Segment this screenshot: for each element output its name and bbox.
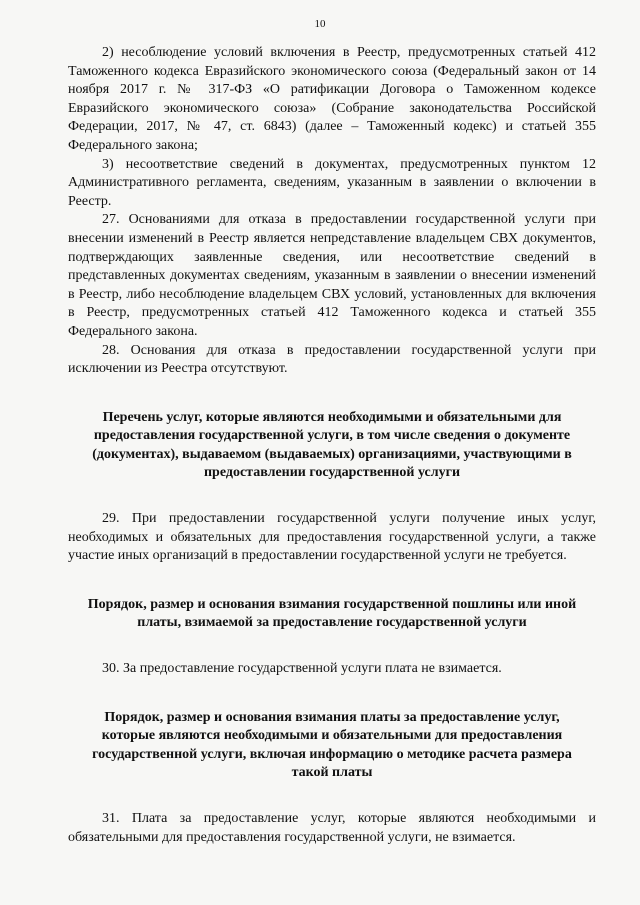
section-heading-services: Перечень услуг, которые являются необходимыми и обязательными для предоставления государственной услуги, в том числе сведения о документе (документах), выдаваемом (выдаваемых) организациями, участвующими в предоставлении государственной услуги: [92, 409, 572, 481]
paragraph-item-2: 2) несоблюдение условий включения в Реестр, предусмотренных статьей 412 Таможенного кодекса Евразийского экономического союза (Федеральный закон от 14 ноября 2017 г. № 317-ФЗ «О ратификации Договора о Таможенном кодексе Евразийского экономического союза» (Собрание законодательства Российской Федерации, 2017, № 47, ст. 6843) (далее – Таможенный кодекс) и статьей 355 Федерального закона;: [68, 45, 596, 153]
paragraph-item-3: 3) несоответствие сведений в документах, предусмотренных пунктом 12 Административного регламента, сведениям, указанным в заявлении о включении в Реестр.: [68, 156, 596, 209]
section-heading-fee-method: Порядок, размер и основания взимания платы за предоставление услуг, которые являются необходимыми и обязательными для предоставления государственной услуги, включая информацию о методике расчета размера такой платы: [92, 709, 572, 781]
page-content: [68, 44, 596, 847]
paragraph-31: 31. Плата за предоставление услуг, которые являются необходимыми и обязательными для предоставления государственной услуги, не взимается.: [68, 811, 596, 845]
paragraph-30: 30. За предоставление государственной услуги плата не взимается.: [102, 661, 502, 677]
paragraph-29: 29. При предоставлении государственной услуги получение иных услуг, необходимых и обязательных для предоставления государственной услуги, а также участие иных организаций в предоставлении государственной услуги не требуется.: [68, 511, 596, 564]
section-heading-state-fee: Порядок, размер и основания взимания государственной пошлины или иной платы, взимаемой за предоставление государственной услуги: [87, 596, 577, 631]
page-number: 10: [314, 18, 326, 30]
paragraph-28: 28. Основания для отказа в предоставлении государственной услуги при исключении из Реестра отсутствуют.: [68, 342, 596, 377]
paragraph-27: 27. Основаниями для отказа в предоставлении государственной услуги при внесении изменений в Реестр является непредставление владельцем СВХ документов, подтверждающих заявленные сведения, или несоответствие сведений в представленных документах сведениям, указанным в заявлении о внесении изменений в Реестр, либо несоблюдение владельцем СВХ условий, установленных для включения в Реестр, предусмотренных статьей 412 Таможенного кодекса и статьей 355 Федерального закона.: [68, 212, 596, 339]
